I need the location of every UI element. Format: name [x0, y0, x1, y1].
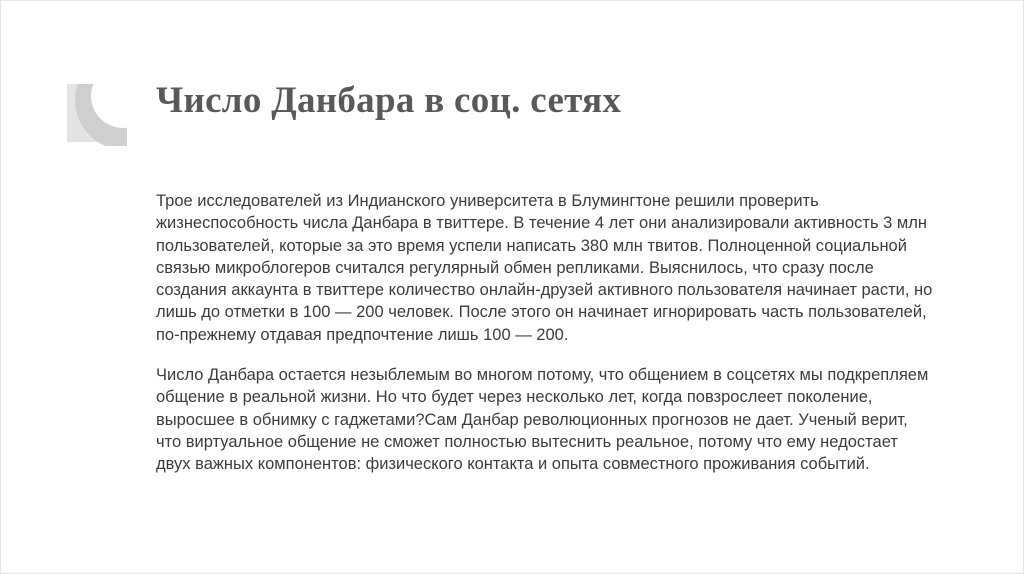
slide-body [156, 190, 936, 494]
corner-decoration-shape [67, 84, 127, 146]
slide-title: Число Данбара в соц. сетях [156, 80, 622, 121]
body-paragraph-1: Трое исследователей из Индианского университета в Блумингтоне решили проверить жизнеспособность числа Данбара в твиттере. В течение 4 лет они анализировали активность 3 млн пользователей, которые за это время успели написать 380 млн твитов. Полноценной социальной связью микроблогеров считался регулярный обмен репликами. Выяснилось, что сразу после создания аккаунта в твиттере количество онлайн-друзей активного пользователя начинает расти, но лишь до отметки в 100 — 200 человек. После этого он начинает игнорировать часть пользователей, по-прежнему отдавая предпочтение лишь 100 — 200. [156, 192, 933, 344]
body-paragraph-2: Число Данбара остается незыблемым во многом потому, что общением в соцсетях мы подкрепляем общение в реальной жизни. Но что будет через несколько лет, когда повзрослеет поколение, выросшее в обнимку с гаджетами?Сам Данбар революционных прогнозов не дает. Ученый верит, что виртуальное общение не сможет полностью вытеснить реальное, потому что ему недостает двух важных компонентов: физического контакта и опыта совместного проживания событий. [156, 366, 929, 474]
